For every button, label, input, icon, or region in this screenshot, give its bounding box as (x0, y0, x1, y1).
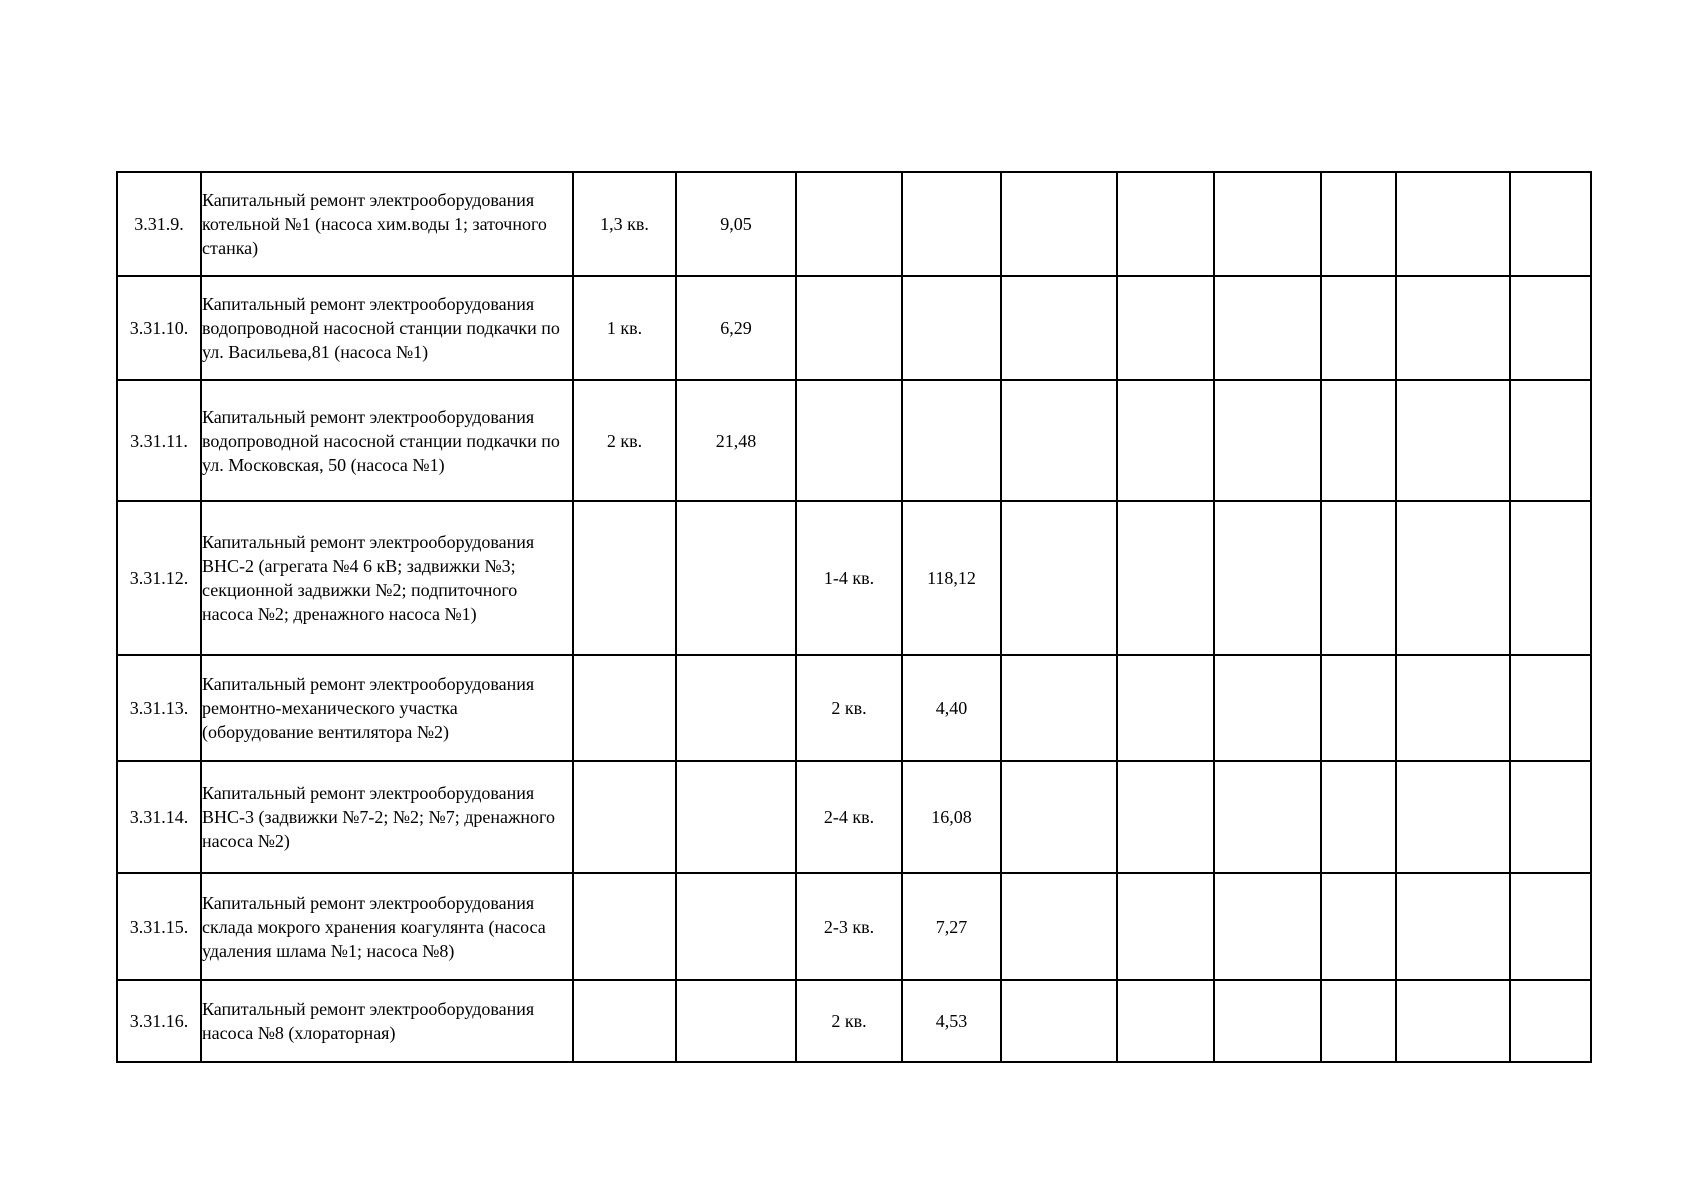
period-1-cell: 2 кв. (573, 380, 676, 501)
row-description: Капитальный ремонт электрооборудования котельной №1 (насоса хим.воды 1; заточного станка) (201, 172, 573, 276)
row-number: 3.31.15. (117, 873, 201, 980)
period-2-cell: 2-4 кв. (796, 761, 902, 873)
empty-cell (1117, 501, 1214, 655)
empty-cell (1117, 980, 1214, 1062)
empty-cell (1396, 276, 1510, 380)
amount-2-cell (902, 172, 1001, 276)
empty-cell (1396, 655, 1510, 761)
empty-cell (1510, 873, 1591, 980)
empty-cell (1117, 873, 1214, 980)
empty-cell (1117, 276, 1214, 380)
period-1-cell (573, 980, 676, 1062)
table-row (117, 276, 1591, 380)
empty-cell (1001, 380, 1117, 501)
amount-2-cell (902, 276, 1001, 380)
empty-cell (1396, 501, 1510, 655)
row-number: 3.31.13. (117, 655, 201, 761)
amount-1-cell (676, 761, 796, 873)
empty-cell (1321, 276, 1396, 380)
repair-plan-table (116, 171, 1592, 1063)
empty-cell (1214, 380, 1321, 501)
amount-2-cell (902, 380, 1001, 501)
period-2-cell: 2 кв. (796, 655, 902, 761)
period-1-cell: 1,3 кв. (573, 172, 676, 276)
empty-cell (1510, 172, 1591, 276)
period-2-cell (796, 172, 902, 276)
row-description: Капитальный ремонт электрооборудования ремонтно-механического участка (оборудование вентилятора №2) (201, 655, 573, 761)
amount-1-cell: 6,29 (676, 276, 796, 380)
empty-cell (1321, 501, 1396, 655)
row-description: Капитальный ремонт электрооборудования склада мокрого хранения коагулянта (насоса удаления шлама №1; насоса №8) (201, 873, 573, 980)
row-description: Капитальный ремонт электрооборудования ВНС-2 (агрегата №4 6 кВ; задвижки №3; секционной задвижки №2; подпиточного насоса №2; дренажного насоса №1) (201, 501, 573, 655)
empty-cell (1214, 276, 1321, 380)
empty-cell (1396, 380, 1510, 501)
empty-cell (1510, 276, 1591, 380)
row-description: Капитальный ремонт электрооборудования насоса №8 (хлораторная) (201, 980, 573, 1062)
empty-cell (1321, 761, 1396, 873)
period-2-cell: 1-4 кв. (796, 501, 902, 655)
table-row (117, 761, 1591, 873)
amount-1-cell (676, 873, 796, 980)
empty-cell (1001, 172, 1117, 276)
amount-1-cell (676, 655, 796, 761)
empty-cell (1001, 276, 1117, 380)
row-number: 3.31.9. (117, 172, 201, 276)
table-row (117, 380, 1591, 501)
amount-1-cell (676, 501, 796, 655)
empty-cell (1510, 380, 1591, 501)
empty-cell (1001, 761, 1117, 873)
empty-cell (1510, 761, 1591, 873)
amount-2-cell: 4,53 (902, 980, 1001, 1062)
table-row (117, 980, 1591, 1062)
table-row (117, 172, 1591, 276)
amount-1-cell (676, 980, 796, 1062)
row-number: 3.31.10. (117, 276, 201, 380)
empty-cell (1214, 172, 1321, 276)
empty-cell (1321, 873, 1396, 980)
row-description: Капитальный ремонт электрооборудования водопроводной насосной станции подкачки по ул. Васильева,81 (насоса №1) (201, 276, 573, 380)
table-row (117, 873, 1591, 980)
amount-2-cell: 118,12 (902, 501, 1001, 655)
empty-cell (1321, 655, 1396, 761)
row-description: Капитальный ремонт электрооборудования водопроводной насосной станции подкачки по ул. Московская, 50 (насоса №1) (201, 380, 573, 501)
empty-cell (1214, 761, 1321, 873)
period-1-cell (573, 501, 676, 655)
empty-cell (1117, 655, 1214, 761)
row-number: 3.31.14. (117, 761, 201, 873)
empty-cell (1321, 380, 1396, 501)
empty-cell (1396, 873, 1510, 980)
amount-2-cell: 7,27 (902, 873, 1001, 980)
empty-cell (1117, 380, 1214, 501)
empty-cell (1321, 172, 1396, 276)
empty-cell (1001, 980, 1117, 1062)
empty-cell (1001, 655, 1117, 761)
row-description: Капитальный ремонт электрооборудования ВНС-3 (задвижки №7-2; №2; №7; дренажного насоса №2) (201, 761, 573, 873)
period-1-cell: 1 кв. (573, 276, 676, 380)
period-1-cell (573, 655, 676, 761)
period-2-cell: 2-3 кв. (796, 873, 902, 980)
empty-cell (1214, 501, 1321, 655)
row-number: 3.31.12. (117, 501, 201, 655)
empty-cell (1117, 761, 1214, 873)
empty-cell (1510, 655, 1591, 761)
empty-cell (1214, 655, 1321, 761)
empty-cell (1396, 761, 1510, 873)
period-2-cell (796, 380, 902, 501)
table-row (117, 655, 1591, 761)
table-row (117, 501, 1591, 655)
amount-2-cell: 16,08 (902, 761, 1001, 873)
empty-cell (1001, 501, 1117, 655)
row-number: 3.31.11. (117, 380, 201, 501)
empty-cell (1117, 172, 1214, 276)
amount-1-cell: 9,05 (676, 172, 796, 276)
empty-cell (1001, 873, 1117, 980)
period-2-cell (796, 276, 902, 380)
period-2-cell: 2 кв. (796, 980, 902, 1062)
empty-cell (1214, 873, 1321, 980)
period-1-cell (573, 873, 676, 980)
empty-cell (1214, 980, 1321, 1062)
empty-cell (1396, 172, 1510, 276)
empty-cell (1321, 980, 1396, 1062)
empty-cell (1396, 980, 1510, 1062)
period-1-cell (573, 761, 676, 873)
amount-1-cell: 21,48 (676, 380, 796, 501)
empty-cell (1510, 501, 1591, 655)
empty-cell (1510, 980, 1591, 1062)
row-number: 3.31.16. (117, 980, 201, 1062)
amount-2-cell: 4,40 (902, 655, 1001, 761)
